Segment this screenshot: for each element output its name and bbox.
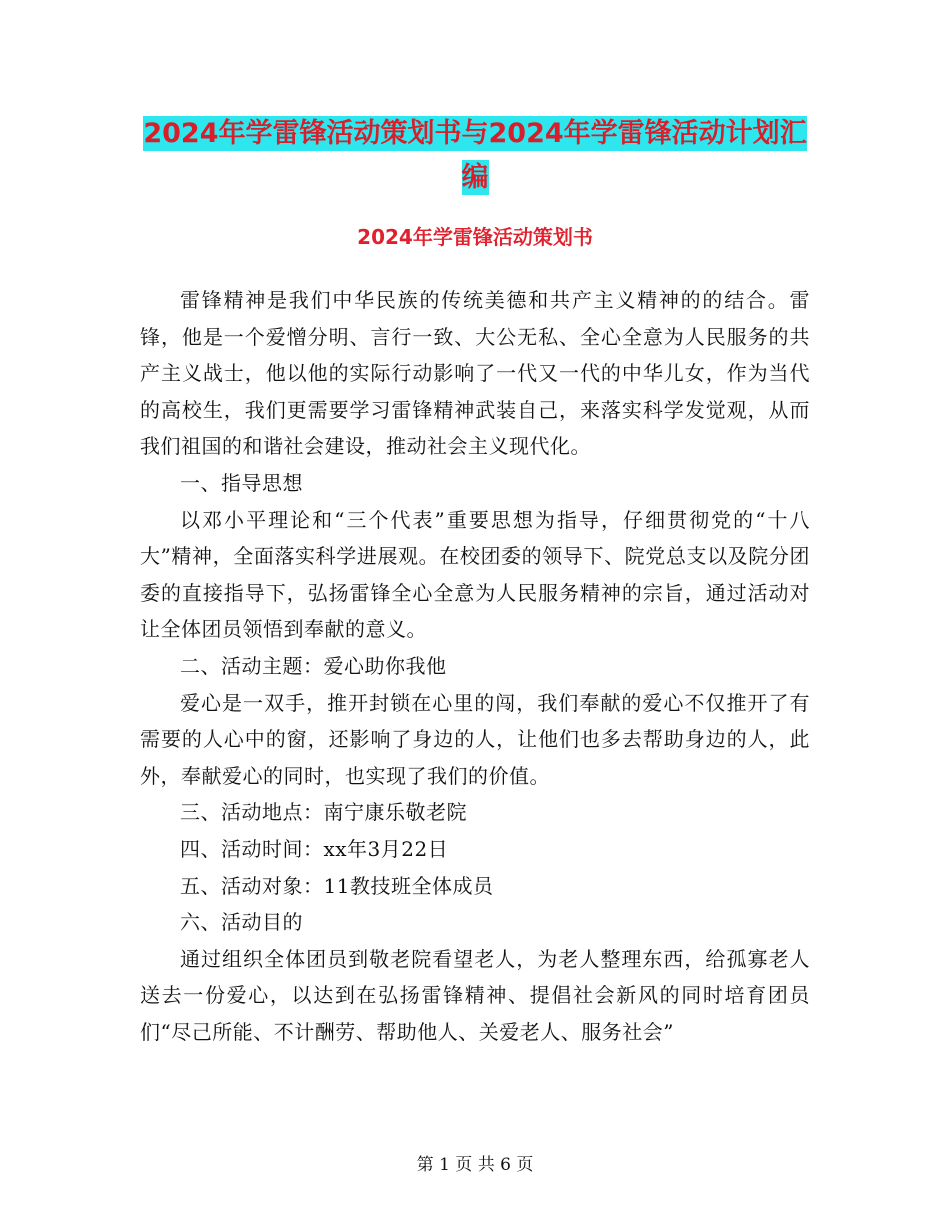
paragraph-intro: 雷锋精神是我们中华民族的传统美德和共产主义精神的的结合。雷锋，他是一个爱憎分明、言行一致、大公无私、全心全意为人民服务的共产主义战士，他以他的实际行动影响了一代又一代的中华儿女，作为当代的高校生，我们更需要学习雷锋精神武装自己，来落实科学发觉观，从而我们祖国的和谐社会建设，推动社会主义现代化。 bbox=[140, 288, 810, 459]
paragraph-activity-purpose: 通过组织全体团员到敬老院看望老人，为老人整理东西，给孤寡老人送去一份爱心，以达到在弘扬雷锋精神、提倡社会新风的同时培育团员们“尽己所能、不计酬劳、帮助他人、关爱老人、服务社会” bbox=[140, 946, 810, 1044]
document-body bbox=[140, 282, 810, 1050]
item-activity-time: 四、活动时间：xx年3月22日 bbox=[180, 836, 449, 861]
heading-guiding-ideology: 一、指导思想 bbox=[180, 470, 303, 495]
paragraph-activity-theme: 爱心是一双手，推开封锁在心里的闯，我们奉献的爱心不仅推开了有需要的人心中的窗，还影响了身边的人，让他们也多去帮助身边的人，此外，奉献爱心的同时，也实现了我们的价值。 bbox=[140, 690, 810, 788]
heading-activity-theme: 二、活动主题：爱心助你我他 bbox=[180, 653, 447, 678]
item-activity-participants: 五、活动对象：11教技班全体成员 bbox=[180, 873, 494, 898]
document-title-text: 2024年学雷锋活动策划书与2024年学雷锋活动计划汇编 bbox=[143, 118, 807, 193]
document-title bbox=[140, 112, 810, 200]
page-number-footer: 第 1 页 共 6 页 bbox=[416, 1155, 534, 1175]
section-title: 2024年学雷锋活动策划书 bbox=[357, 225, 593, 249]
heading-activity-purpose: 六、活动目的 bbox=[180, 910, 303, 935]
item-activity-location: 三、活动地点：南宁康乐敬老院 bbox=[180, 800, 467, 825]
paragraph-guiding-ideology: 以邓小平理论和“三个代表”重要思想为指导，仔细贯彻党的“十八大”精神，全面落实科学进展观。在校团委的领导下、院党总支以及院分团委的直接指导下，弘扬雷锋全心全意为人民服务精神的宗旨，通过活动对让全体团员领悟到奉献的意义。 bbox=[140, 507, 810, 642]
